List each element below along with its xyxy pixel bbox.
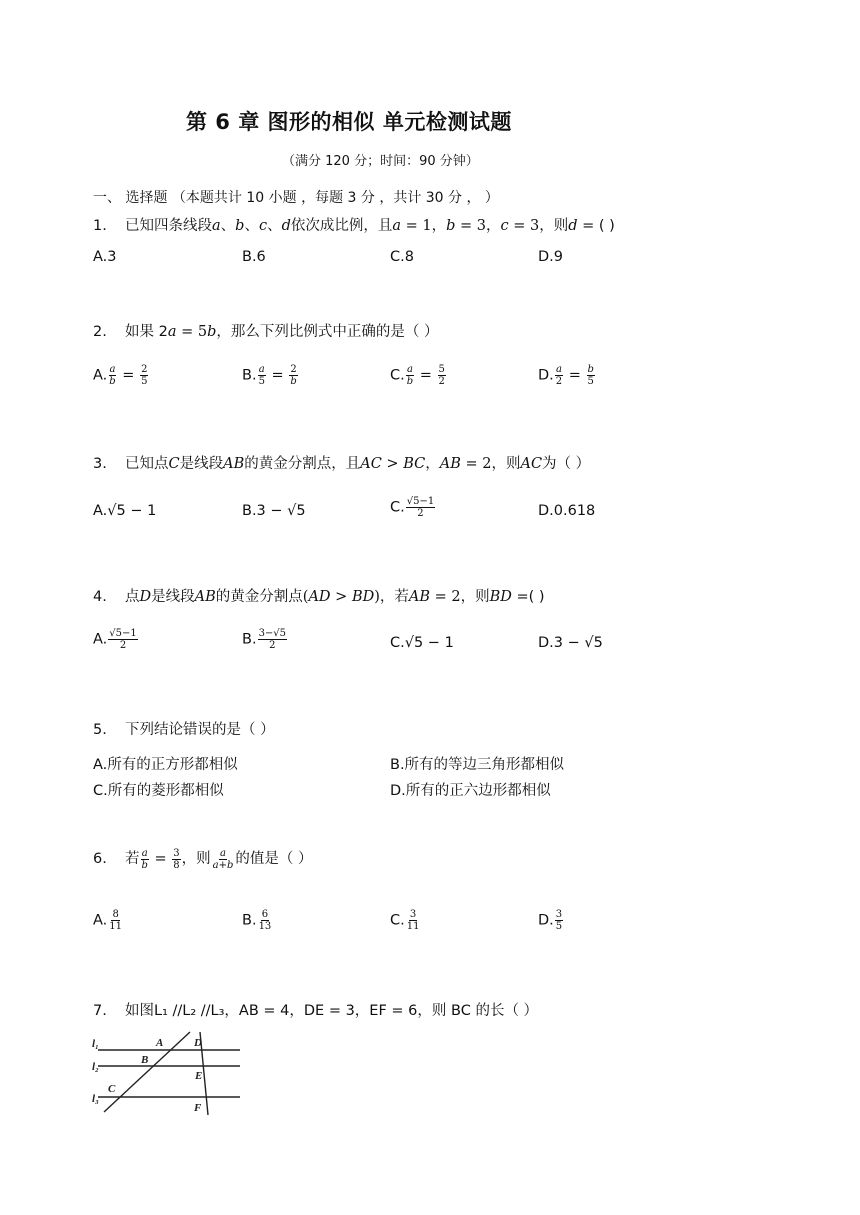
option-a[interactable]: A. $\frac{√5-1}{2}$	[93, 628, 137, 651]
option-d[interactable]: D. $\frac{3}{5}$	[538, 909, 563, 932]
option-b[interactable]: B.3 − √5	[242, 503, 306, 519]
option-c[interactable]: C.8	[390, 249, 414, 265]
label-e: E	[195, 1070, 203, 1082]
question-1: 1. 已知四条线段a、b、c、d依次成比例，且a = 1，b = 3，c = 3，则d = ( )	[93, 218, 615, 234]
option-d[interactable]: D.3 − √5	[538, 635, 603, 651]
option-d[interactable]: D. $\frac{a}{2}$ = $\frac{b}{5}$	[538, 364, 594, 387]
question-text: 已知四条线段	[125, 218, 212, 234]
label-f: F	[194, 1102, 202, 1114]
option-a[interactable]: A. $\frac{8}{11}$	[93, 909, 123, 932]
page-title: 第 6 章 图形的相似 单元检测试题	[186, 110, 512, 134]
parallel-lines-figure	[92, 1030, 242, 1115]
option-d[interactable]: D.0.618	[538, 503, 596, 519]
option-a[interactable]: A. $\frac{a}{b}$ = $\frac{2}{5}$	[93, 364, 148, 387]
option-c[interactable]: C. $\frac{3}{11}$	[390, 909, 420, 932]
option-a[interactable]: A.√5 − 1	[93, 503, 157, 519]
section-heading: 一、 选择题 （本题共计 10 小题 ，每题 3 分 ，共计 30 分 ， ）	[93, 190, 499, 206]
label-a: A	[156, 1037, 164, 1049]
question-2: 2. 如果 2a = 5b，那么下列比例式中正确的是（ ）	[93, 324, 439, 340]
option-b[interactable]: B. $\frac{a}{5}$ = $\frac{2}{b}$	[242, 364, 297, 387]
label-c: C	[108, 1083, 116, 1095]
figure-diagram	[92, 1030, 242, 1115]
option-a[interactable]: A.所有的正方形都相似	[93, 757, 238, 773]
question-6: 6. 若 $\frac{a}{b}$ = $\frac{3}{8}$ ，则 $\frac{a}{a+b}$ 的值是（ ）	[93, 847, 313, 871]
option-c[interactable]: C. $\frac{√5-1}{2}$	[390, 496, 435, 519]
option-b[interactable]: B.所有的等边三角形都相似	[390, 757, 565, 773]
option-c[interactable]: C.√5 − 1	[390, 635, 454, 651]
question-number: 1.	[93, 218, 107, 234]
option-d[interactable]: D.所有的正六边形都相似	[390, 783, 551, 799]
label-l2: l₂	[92, 1061, 99, 1073]
option-c[interactable]: C. $\frac{a}{b}$ = $\frac{5}{2}$	[390, 364, 445, 387]
option-b[interactable]: B. $\frac{6}{13}$	[242, 909, 272, 932]
option-d[interactable]: D.9	[538, 249, 563, 265]
transversal-abc	[104, 1032, 190, 1112]
question-7: 7. 如图L₁ //L₂ //L₃，AB = 4，DE = 3，EF = 6，则 BC 的长（ ）	[93, 1003, 539, 1019]
label-l1: l₁	[92, 1038, 99, 1050]
question-4: 4. 点D是线段AB的黄金分割点(AD > BD)，若AB = 2，则BD =( )	[93, 589, 545, 605]
label-d: D	[194, 1037, 202, 1049]
exam-info: （满分 120 分；时间：90 分钟）	[282, 154, 479, 169]
option-b[interactable]: B. $\frac{3-√5}{2}$	[242, 628, 287, 651]
label-b: B	[141, 1054, 149, 1066]
question-3: 3. 已知点C是线段AB的黄金分割点，且AC > BC，AB = 2，则AC为（ ）	[93, 456, 591, 472]
option-b[interactable]: B.6	[242, 249, 266, 265]
question-5: 5. 下列结论错误的是（ ）	[93, 722, 275, 738]
label-l3: l₃	[92, 1093, 99, 1105]
option-c[interactable]: C.所有的菱形都相似	[93, 783, 224, 799]
option-a[interactable]: A.3	[93, 249, 117, 265]
